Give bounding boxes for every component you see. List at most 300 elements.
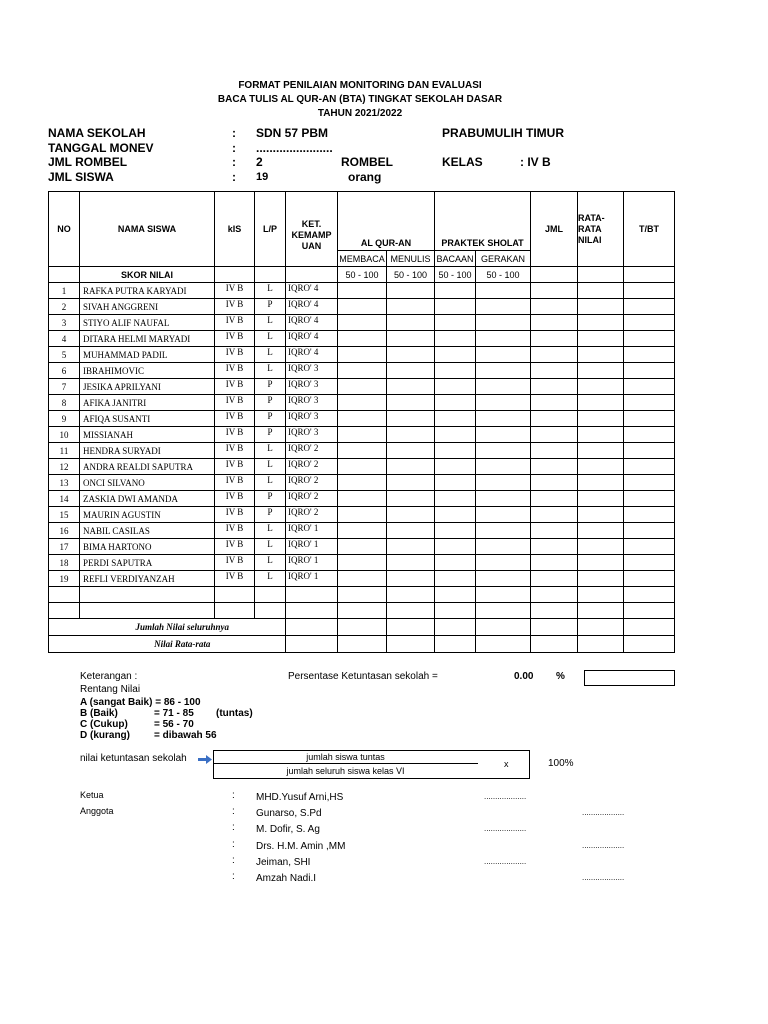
rentang-label: Rentang Nilai <box>80 684 141 695</box>
range-gerakan: 50 - 100 <box>476 267 531 283</box>
tanggal-label: TANGGAL MONEV <box>48 141 154 155</box>
row-lp: L <box>255 539 286 555</box>
persentase-value: 0.00 <box>514 671 534 682</box>
doc-title-line2: BACA TULIS AL QUR-AN (BTA) TINGKAT SEKOLAH DASAR <box>217 94 503 105</box>
score-cell[interactable] <box>624 539 675 555</box>
row-nama: JESIKA APRILYANI <box>80 379 215 395</box>
row-nama: PERDI SAPUTRA <box>80 555 215 571</box>
colon: : <box>232 155 236 169</box>
row-nama: MAURIN AGUSTIN <box>80 507 215 523</box>
signature-line[interactable]: ................... <box>582 873 625 882</box>
score-cell[interactable] <box>387 363 435 379</box>
score-cell[interactable] <box>338 555 387 571</box>
score-cell[interactable] <box>624 523 675 539</box>
signature-colon: : <box>232 806 235 818</box>
hundred-percent: 100% <box>548 758 574 769</box>
rombel-value: 2 <box>256 155 263 169</box>
score-cell[interactable] <box>531 395 578 411</box>
score-cell[interactable] <box>624 331 675 347</box>
rombel-label: JML ROMBEL <box>48 155 128 169</box>
colon: : <box>232 170 236 184</box>
row-lp: L <box>255 523 286 539</box>
fraction-line <box>213 763 478 764</box>
score-cell[interactable] <box>578 443 624 459</box>
score-cell[interactable] <box>578 571 624 587</box>
table-row <box>49 555 675 571</box>
row-nama: MUHAMMAD PADIL <box>80 347 215 363</box>
score-cell[interactable] <box>338 379 387 395</box>
row-kls: IV B <box>215 507 255 523</box>
score-cell[interactable] <box>578 315 624 331</box>
score-cell[interactable] <box>578 555 624 571</box>
row-lp: L <box>255 347 286 363</box>
score-cell[interactable] <box>476 299 531 315</box>
table-row <box>49 475 675 491</box>
score-cell[interactable] <box>338 571 387 587</box>
score-cell[interactable] <box>387 331 435 347</box>
score-cell[interactable] <box>476 363 531 379</box>
score-cell[interactable] <box>624 299 675 315</box>
score-cell[interactable] <box>531 459 578 475</box>
score-cell[interactable] <box>476 315 531 331</box>
row-no: 1 <box>49 283 80 299</box>
score-cell[interactable] <box>476 507 531 523</box>
score-cell[interactable] <box>476 395 531 411</box>
nama-sekolah-label: NAMA SEKOLAH <box>48 126 146 140</box>
row-lp: P <box>255 507 286 523</box>
score-cell[interactable] <box>435 395 476 411</box>
score-cell[interactable] <box>435 299 476 315</box>
score-cell[interactable] <box>435 427 476 443</box>
score-cell[interactable] <box>476 443 531 459</box>
table-row <box>49 395 675 411</box>
score-cell[interactable] <box>338 427 387 443</box>
row-ket: IQRO' 3 <box>286 411 338 427</box>
score-cell[interactable] <box>531 379 578 395</box>
score-cell[interactable] <box>387 443 435 459</box>
score-cell[interactable] <box>624 283 675 299</box>
kota-value: PRABUMULIH TIMUR <box>442 126 564 140</box>
signature-name: Drs. H.M. Amin ,MM <box>256 840 346 852</box>
signature-line[interactable]: ................... <box>484 792 527 801</box>
header-lp: L/P <box>255 192 286 267</box>
score-cell[interactable] <box>387 491 435 507</box>
score-cell[interactable] <box>387 411 435 427</box>
score-cell[interactable] <box>387 523 435 539</box>
row-ket: IQRO' 4 <box>286 347 338 363</box>
score-cell[interactable] <box>476 283 531 299</box>
table-row <box>49 315 675 331</box>
score-cell[interactable] <box>435 315 476 331</box>
score-cell[interactable] <box>338 443 387 459</box>
persentase-box <box>584 670 675 686</box>
score-cell[interactable] <box>531 555 578 571</box>
score-cell[interactable] <box>578 379 624 395</box>
score-cell[interactable] <box>435 363 476 379</box>
score-cell[interactable] <box>578 299 624 315</box>
row-kls: IV B <box>215 427 255 443</box>
score-cell[interactable] <box>578 411 624 427</box>
score-cell[interactable] <box>624 459 675 475</box>
row-no: 13 <box>49 475 80 491</box>
score-cell[interactable] <box>387 395 435 411</box>
row-lp: L <box>255 443 286 459</box>
score-cell[interactable] <box>338 475 387 491</box>
header-kls: kIS <box>215 192 255 267</box>
score-cell[interactable] <box>578 475 624 491</box>
jumlah-seluruh-label: jumlah seluruh siswa kelas VI <box>286 766 405 776</box>
tuntas-label: (tuntas) <box>216 708 253 719</box>
row-ket: IQRO' 3 <box>286 427 338 443</box>
score-cell[interactable] <box>578 507 624 523</box>
row-no: 4 <box>49 331 80 347</box>
arrow-right-icon <box>198 755 212 764</box>
score-cell[interactable] <box>387 347 435 363</box>
score-cell[interactable] <box>531 427 578 443</box>
row-nama: IBRAHIMOVIC <box>80 363 215 379</box>
row-nama: ANDRA REALDI SAPUTRA <box>80 459 215 475</box>
score-cell[interactable] <box>531 315 578 331</box>
signature-line[interactable]: ................... <box>582 840 625 850</box>
colon: : <box>232 126 236 140</box>
score-cell[interactable] <box>338 347 387 363</box>
siswa-label: JML SISWA <box>48 170 114 184</box>
header-jml: JML <box>531 192 578 267</box>
score-cell[interactable] <box>387 315 435 331</box>
signature-name: Jeiman, SHI <box>256 856 311 868</box>
row-nama: NABIL CASILAS <box>80 523 215 539</box>
score-cell[interactable] <box>435 507 476 523</box>
score-cell[interactable] <box>578 347 624 363</box>
row-kls: IV B <box>215 491 255 507</box>
kelas-value: : IV B <box>520 155 551 169</box>
row-nama: BIMA HARTONO <box>80 539 215 555</box>
score-cell[interactable] <box>435 443 476 459</box>
score-cell[interactable] <box>338 299 387 315</box>
row-kls: IV B <box>215 443 255 459</box>
row-no: 14 <box>49 491 80 507</box>
table-row <box>49 331 675 347</box>
range-bacaan: 50 - 100 <box>435 267 476 283</box>
score-cell[interactable] <box>387 507 435 523</box>
nama-sekolah-value: SDN 57 PBM <box>256 126 329 140</box>
table-row <box>49 571 675 587</box>
score-cell[interactable] <box>624 411 675 427</box>
row-no: 5 <box>49 347 80 363</box>
score-cell[interactable] <box>531 571 578 587</box>
row-lp: P <box>255 379 286 395</box>
header-menulis: MENULIS <box>387 251 435 267</box>
row-ket: IQRO' 1 <box>286 523 338 539</box>
score-cell[interactable] <box>435 555 476 571</box>
score-cell[interactable] <box>338 507 387 523</box>
score-cell[interactable] <box>387 571 435 587</box>
score-cell[interactable] <box>476 523 531 539</box>
row-nama: ZASKIA DWI AMANDA <box>80 491 215 507</box>
score-cell[interactable] <box>624 315 675 331</box>
score-cell[interactable] <box>531 523 578 539</box>
score-cell[interactable] <box>531 491 578 507</box>
row-nama: SIVAH ANGGRENI <box>80 299 215 315</box>
score-cell[interactable] <box>476 331 531 347</box>
grade-d-value: = dibawah 56 <box>154 730 217 741</box>
table-row <box>49 427 675 443</box>
row-nama: ONCI SILVANO <box>80 475 215 491</box>
score-cell[interactable] <box>476 539 531 555</box>
row-no: 15 <box>49 507 80 523</box>
row-kls: IV B <box>215 395 255 411</box>
table-row <box>49 523 675 539</box>
header-tbt: T/BT <box>624 192 675 267</box>
row-ket: IQRO' 1 <box>286 555 338 571</box>
score-cell[interactable] <box>476 427 531 443</box>
score-cell[interactable] <box>624 475 675 491</box>
score-cell[interactable] <box>338 331 387 347</box>
score-cell[interactable] <box>338 363 387 379</box>
signature-line[interactable]: ................... <box>582 808 625 818</box>
row-lp: L <box>255 283 286 299</box>
score-cell[interactable] <box>531 539 578 555</box>
score-cell[interactable] <box>578 331 624 347</box>
row-lp: L <box>255 555 286 571</box>
score-cell[interactable] <box>624 363 675 379</box>
score-cell[interactable] <box>435 283 476 299</box>
table-row <box>49 363 675 379</box>
score-cell[interactable] <box>476 411 531 427</box>
score-cell[interactable] <box>387 555 435 571</box>
score-cell[interactable] <box>578 523 624 539</box>
score-cell[interactable] <box>435 491 476 507</box>
keterangan-label: Keterangan : <box>80 671 138 682</box>
multiply-sign: x <box>504 759 509 769</box>
signature-line[interactable]: ................... <box>484 856 527 866</box>
score-cell[interactable] <box>476 379 531 395</box>
header-sholat: PRAKTEK SHOLAT <box>435 192 531 251</box>
signature-colon: : <box>232 854 235 866</box>
row-ket: IQRO' 2 <box>286 443 338 459</box>
row-lp: L <box>255 475 286 491</box>
score-cell[interactable] <box>531 331 578 347</box>
score-cell[interactable] <box>338 283 387 299</box>
score-cell[interactable] <box>435 475 476 491</box>
percent-sign: % <box>556 671 565 682</box>
score-cell[interactable] <box>624 507 675 523</box>
score-cell[interactable] <box>476 555 531 571</box>
table-row <box>49 491 675 507</box>
row-kls: IV B <box>215 283 255 299</box>
score-cell[interactable] <box>624 555 675 571</box>
signature-line[interactable]: ................... <box>484 824 527 834</box>
row-no: 17 <box>49 539 80 555</box>
score-cell[interactable] <box>435 411 476 427</box>
score-cell[interactable] <box>531 363 578 379</box>
row-no: 9 <box>49 411 80 427</box>
score-cell[interactable] <box>578 395 624 411</box>
score-cell[interactable] <box>578 427 624 443</box>
score-cell[interactable] <box>578 491 624 507</box>
row-nama: AFIKA JANITRI <box>80 395 215 411</box>
score-cell[interactable] <box>435 347 476 363</box>
skor-nilai-label: SKOR NILAI <box>80 267 215 283</box>
row-lp: L <box>255 331 286 347</box>
score-cell[interactable] <box>578 539 624 555</box>
signature-colon: : <box>232 822 235 834</box>
header-gerakan: GERAKAN <box>476 251 531 267</box>
grade-b-value: = 71 - 85 <box>154 708 194 719</box>
row-ket: IQRO' 2 <box>286 507 338 523</box>
score-cell[interactable] <box>338 411 387 427</box>
score-cell[interactable] <box>338 523 387 539</box>
score-cell[interactable] <box>578 459 624 475</box>
row-ket: IQRO' 4 <box>286 299 338 315</box>
orang-word: orang <box>348 170 382 184</box>
score-cell[interactable] <box>476 571 531 587</box>
table-row <box>49 347 675 363</box>
row-no: 3 <box>49 315 80 331</box>
row-no: 10 <box>49 427 80 443</box>
row-no: 12 <box>49 459 80 475</box>
row-no: 8 <box>49 395 80 411</box>
row-lp: L <box>255 315 286 331</box>
row-ket: IQRO' 4 <box>286 283 338 299</box>
row-nama: MISSIANAH <box>80 427 215 443</box>
row-kls: IV B <box>215 379 255 395</box>
grade-b: B (Baik) <box>80 708 118 719</box>
table-row <box>49 411 675 427</box>
grade-c-value: = 56 - 70 <box>154 719 194 730</box>
score-cell[interactable] <box>338 539 387 555</box>
row-no: 6 <box>49 363 80 379</box>
score-cell[interactable] <box>476 491 531 507</box>
table-row <box>49 299 675 315</box>
score-cell[interactable] <box>578 363 624 379</box>
score-cell[interactable] <box>435 379 476 395</box>
header-bacaan: BACAAN <box>435 251 476 267</box>
score-cell[interactable] <box>624 491 675 507</box>
siswa-value: 19 <box>256 171 269 183</box>
rombel-word: ROMBEL <box>341 155 393 169</box>
signature-colon: : <box>232 871 235 882</box>
row-kls: IV B <box>215 315 255 331</box>
table-row <box>49 283 675 299</box>
score-cell[interactable] <box>531 411 578 427</box>
score-cell[interactable] <box>531 443 578 459</box>
score-cell[interactable] <box>435 331 476 347</box>
row-kls: IV B <box>215 363 255 379</box>
row-lp: P <box>255 299 286 315</box>
row-ket: IQRO' 1 <box>286 539 338 555</box>
header-ket: KET. KEMAMP UAN <box>286 192 338 267</box>
score-cell[interactable] <box>435 539 476 555</box>
doc-title-line1: FORMAT PENILAIAN MONITORING DAN EVALUASI <box>238 80 482 91</box>
score-cell[interactable] <box>435 459 476 475</box>
row-no: 16 <box>49 523 80 539</box>
score-cell[interactable] <box>624 347 675 363</box>
score-cell[interactable] <box>476 475 531 491</box>
score-cell[interactable] <box>387 283 435 299</box>
row-kls: IV B <box>215 459 255 475</box>
row-ket: IQRO' 4 <box>286 331 338 347</box>
score-cell[interactable] <box>531 299 578 315</box>
score-cell[interactable] <box>387 427 435 443</box>
score-cell[interactable] <box>387 539 435 555</box>
score-cell[interactable] <box>624 443 675 459</box>
score-cell[interactable] <box>387 475 435 491</box>
score-cell[interactable] <box>435 523 476 539</box>
score-cell[interactable] <box>531 475 578 491</box>
kelas-label: KELAS <box>442 155 483 169</box>
row-ket: IQRO' 2 <box>286 491 338 507</box>
score-cell[interactable] <box>476 459 531 475</box>
row-no: 7 <box>49 379 80 395</box>
header-membaca: MEMBACA <box>338 251 387 267</box>
score-cell[interactable] <box>435 571 476 587</box>
doc-title-line3: TAHUN 2021/2022 <box>317 108 403 119</box>
row-ket: IQRO' 3 <box>286 363 338 379</box>
score-cell[interactable] <box>476 347 531 363</box>
signature-name: Gunarso, S.Pd <box>256 808 322 820</box>
tanggal-value: ....................... <box>256 141 333 155</box>
header-rata: RATA-RATA NILAI <box>578 192 624 267</box>
score-cell[interactable] <box>531 283 578 299</box>
score-cell[interactable] <box>387 299 435 315</box>
row-kls: IV B <box>215 571 255 587</box>
score-cell[interactable] <box>338 491 387 507</box>
row-lp: L <box>255 459 286 475</box>
row-no: 19 <box>49 571 80 587</box>
jumlah-tuntas-label: jumlah siswa tuntas <box>306 752 385 762</box>
row-nama: HENDRA SURYADI <box>80 443 215 459</box>
score-cell[interactable] <box>624 571 675 587</box>
table-row <box>49 443 675 459</box>
row-ket: IQRO' 4 <box>286 315 338 331</box>
row-nama: DITARA HELMI MARYADI <box>80 331 215 347</box>
score-cell[interactable] <box>624 379 675 395</box>
row-kls: IV B <box>215 331 255 347</box>
header-nama: NAMA SISWA <box>80 192 215 267</box>
row-kls: IV B <box>215 555 255 571</box>
table-row <box>49 459 675 475</box>
row-nama: STIYO ALIF NAUFAL <box>80 315 215 331</box>
anggota-label: Anggota <box>80 806 114 816</box>
row-kls: IV B <box>215 299 255 315</box>
table-row <box>49 507 675 523</box>
row-lp: L <box>255 363 286 379</box>
row-no: 2 <box>49 299 80 315</box>
row-no: 18 <box>49 555 80 571</box>
signature-colon: : <box>232 838 235 850</box>
score-cell[interactable] <box>387 459 435 475</box>
score-cell[interactable] <box>387 379 435 395</box>
score-cell[interactable] <box>624 395 675 411</box>
row-ket: IQRO' 3 <box>286 395 338 411</box>
score-cell[interactable] <box>578 283 624 299</box>
score-cell[interactable] <box>624 427 675 443</box>
row-kls: IV B <box>215 475 255 491</box>
row-kls: IV B <box>215 347 255 363</box>
grade-a: A (sangat Baik) = 86 - 100 <box>80 697 201 708</box>
score-table <box>48 191 675 653</box>
score-cell[interactable] <box>338 315 387 331</box>
score-cell[interactable] <box>531 347 578 363</box>
table-row <box>49 379 675 395</box>
score-cell[interactable] <box>531 507 578 523</box>
score-cell[interactable] <box>338 459 387 475</box>
row-lp: P <box>255 491 286 507</box>
signature-name: Amzah Nadi.I <box>256 873 317 884</box>
grade-d: D (kurang) <box>80 730 130 741</box>
score-cell[interactable] <box>338 395 387 411</box>
